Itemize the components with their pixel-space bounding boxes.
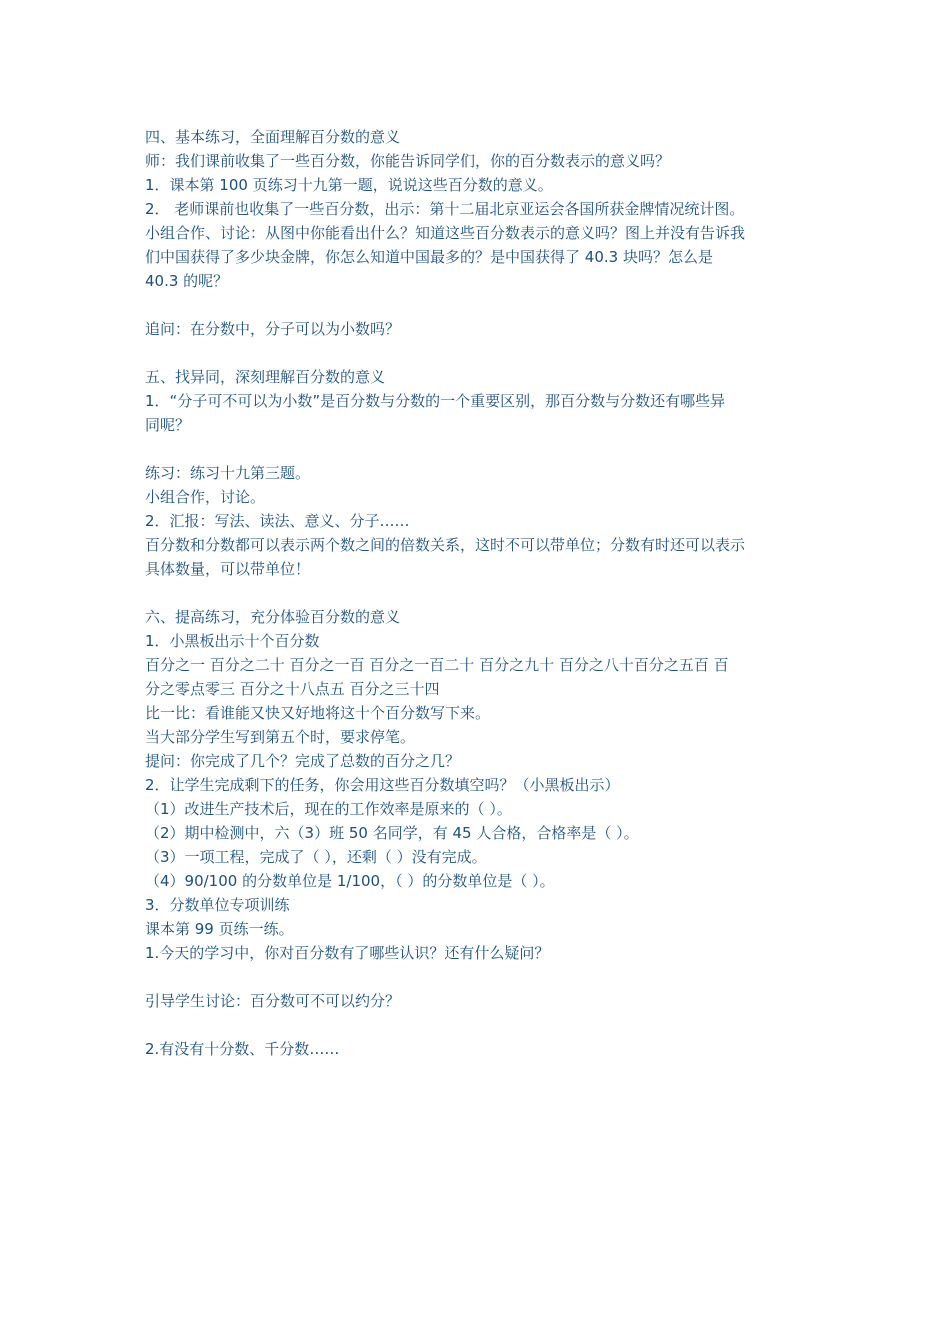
paragraph: 百分之一 百分之二十 百分之一百 百分之一百二十 百分之九十 百分之八十百分之五百 百: [145, 656, 729, 674]
section-heading-6: 六、提高练习，充分体验百分数的意义: [145, 608, 401, 626]
section-heading-4: 四、基本练习，全面理解百分数的意义: [145, 128, 401, 146]
blank-line: [145, 581, 815, 605]
exercise-item: （1）改进生产技术后，现在的工作效率是原来的（ ）。: [145, 800, 512, 818]
paragraph: 师：我们课前收集了一些百分数，你能告诉同学们，你的百分数表示的意义吗？: [145, 152, 671, 170]
blank-line: [145, 341, 815, 365]
paragraph: 提问：你完成了几个？完成了总数的百分之几？: [145, 752, 461, 770]
paragraph: 练习：练习十九第三题。: [145, 464, 311, 482]
paragraph: 引导学生讨论：百分数可不可以约分？: [145, 992, 401, 1010]
paragraph: 小组合作，讨论。: [145, 488, 266, 506]
exercise-item: （4）90/100 的分数单位是 1/100，（ ）的分数单位是（ ）。: [145, 872, 555, 890]
paragraph: 40.3 的呢？: [145, 272, 229, 290]
exercise-item: （3）一项工程，完成了（ ），还剩（ ）没有完成。: [145, 848, 487, 866]
paragraph: 1．“分子可不可以为小数”是百分数与分数的一个重要区别，那百分数与分数还有哪些异: [145, 392, 726, 410]
paragraph: 3．分数单位专项训练: [145, 896, 290, 914]
paragraph: 具体数量，可以带单位！: [145, 560, 311, 578]
blank-line: [145, 965, 815, 989]
paragraph: 1．小黑板出示十个百分数: [145, 632, 320, 650]
paragraph: 们中国获得了多少块金牌，你怎么知道中国最多的？是中国获得了 40.3 块吗？怎么是: [145, 248, 713, 266]
paragraph: 1．课本第 100 页练习十九第一题，说说这些百分数的意义。: [145, 176, 553, 194]
paragraph: 比一比：看谁能又快又好地将这十个百分数写下来。: [145, 704, 491, 722]
blank-line: [145, 293, 815, 317]
exercise-item: （2）期中检测中，六（3）班 50 名同学，有 45 人合格，合格率是（ ）。: [145, 824, 639, 842]
paragraph: 百分数和分数都可以表示两个数之间的倍数关系，这时不可以带单位；分数有时还可以表示: [145, 536, 746, 554]
paragraph: 2． 老师课前也收集了一些百分数，出示：第十二届北京亚运会各国所获金牌情况统计图。: [145, 200, 745, 218]
blank-line: [145, 1013, 815, 1037]
paragraph: 2．汇报：写法、读法、意义、分子……: [145, 512, 410, 530]
paragraph: 同呢？: [145, 416, 191, 434]
paragraph: 当大部分学生写到第五个时，要求停笔。: [145, 728, 416, 746]
paragraph: 课本第 99 页练一练。: [145, 920, 294, 938]
paragraph: 追问：在分数中，分子可以为小数吗？: [145, 320, 401, 338]
section-heading-5: 五、找异同，深刻理解百分数的意义: [145, 368, 386, 386]
paragraph: 2．让学生完成剩下的任务，你会用这些百分数填空吗？（小黑板出示）: [145, 776, 620, 794]
paragraph: 1.今天的学习中，你对百分数有了哪些认识？还有什么疑问？: [145, 944, 550, 962]
blank-line: [145, 437, 815, 461]
document-body: [145, 125, 815, 1061]
paragraph: 分之零点零三 百分之十八点五 百分之三十四: [145, 680, 440, 698]
paragraph: 2.有没有十分数、千分数……: [145, 1040, 340, 1058]
paragraph: 小组合作、讨论：从图中你能看出什么？知道这些百分数表示的意义吗？图上并没有告诉我: [145, 224, 746, 242]
